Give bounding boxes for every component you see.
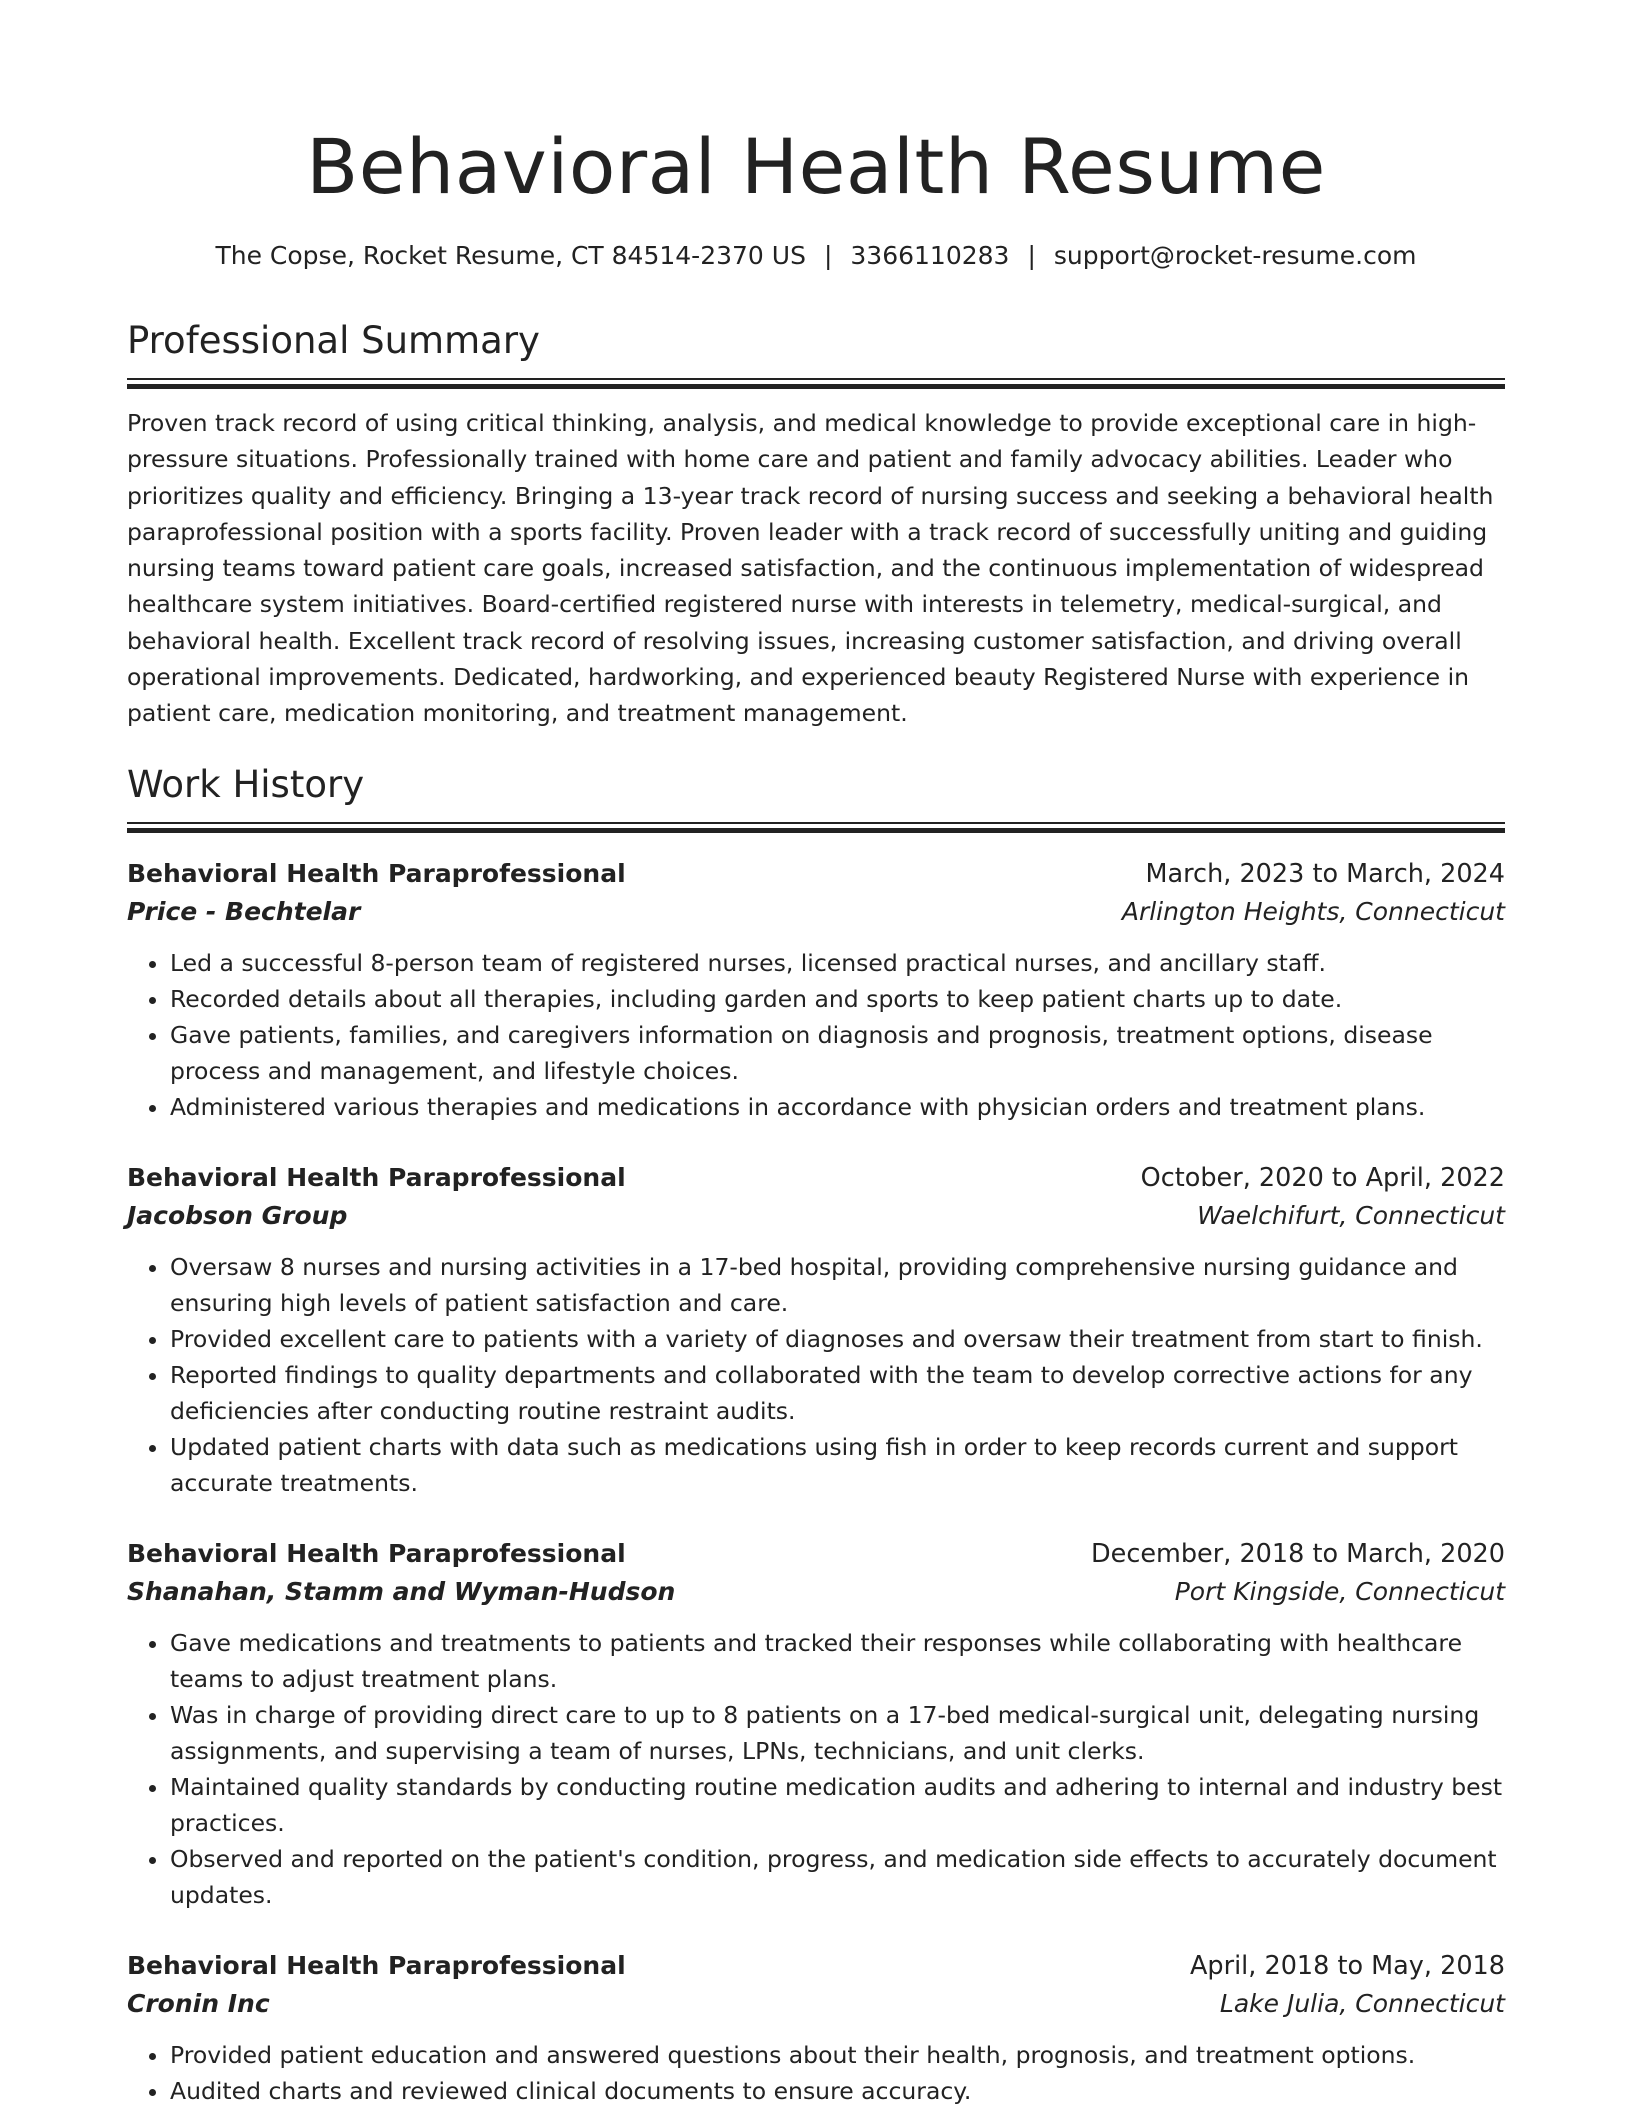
- job-bullet: • Provided patient education and answered questions about their health, prognosis, and treatment options.: [170, 2037, 1505, 2073]
- contact-separator: |: [1027, 241, 1036, 270]
- job-entry: [127, 855, 1505, 1125]
- professional-summary-section: [127, 318, 1505, 732]
- job-header-row: [127, 1947, 1505, 1985]
- job-header-row: [127, 1159, 1505, 1197]
- job-company-row: [127, 1985, 1505, 2023]
- job-bullet: • Oversaw 8 nurses and nursing activities in a 17-bed hospital, providing comprehensive nursing guidance and ensuring high levels of patient satisfaction and care.: [170, 1249, 1505, 1321]
- job-company-row: [127, 1197, 1505, 1235]
- contact-separator: |: [823, 241, 833, 270]
- job-company-row: [127, 1573, 1505, 1611]
- job-dates: April, 2018 to May, 2018: [1189, 1950, 1505, 1981]
- job-location: Waelchifurt, Connecticut: [1197, 1200, 1505, 1230]
- job-company-row: [127, 893, 1505, 931]
- job-location: Lake Julia, Connecticut: [1219, 1988, 1505, 2018]
- job-bullets: [127, 1249, 1505, 1501]
- job-header-row: [127, 855, 1505, 893]
- job-entry: [127, 1159, 1505, 1501]
- job-company: Shanahan, Stamm and Wyman-Hudson: [127, 1576, 676, 1606]
- job-bullets: [127, 945, 1505, 1125]
- job-entry: [127, 1947, 1505, 2109]
- job-bullets: [127, 1625, 1505, 1913]
- summary-text: Proven track record of using critical thinking, analysis, and medical knowledge to provide exceptional care in high-pressure situations. Professionally trained with home care and patient and family advocacy abilities. Leader who prioritizes quality and efficiency. Bringing a 13-year track record of nursing success and seeking a behavioral health paraprofessional position with a sports facility. Proven leader with a track record of successfully uniting and guiding nursing teams toward patient care goals, increased satisfaction, and the continuous implementation of widespread healthcare system initiatives. Board-certified registered nurse with interests in telemetry, medical-surgical, and behavioral health. Excellent track record of resolving issues, increasing customer satisfaction, and driving overall operational improvements. Dedicated, hardworking, and experienced beauty Registered Nurse with experience in patient care, medication monitoring, and treatment management.: [127, 409, 1494, 728]
- job-bullet: • Maintained quality standards by conducting routine medication audits and adhering to internal and industry best practices.: [170, 1769, 1505, 1841]
- job-title: Behavioral Health Paraprofessional: [127, 1950, 626, 1980]
- section-title-work: Work History: [127, 762, 365, 806]
- job-bullet: • Gave patients, families, and caregivers information on diagnosis and prognosis, treatment options, disease process and management, and lifestyle choices.: [170, 1017, 1505, 1089]
- job-bullet: • Updated patient charts with data such as medications using fish in order to keep records current and support accurate treatments.: [170, 1429, 1505, 1501]
- job-dates: October, 2020 to April, 2022: [1140, 1162, 1505, 1193]
- job-bullet: • Was in charge of providing direct care to up to 8 patients on a 17-bed medical-surgical unit, delegating nursing assignments, and supervising a team of nurses, LPNs, technicians, and unit clerks.: [170, 1697, 1505, 1769]
- job-bullet: • Observed and reported on the patient's condition, progress, and medication side effects to accurately document updates.: [170, 1841, 1505, 1913]
- job-title: Behavioral Health Paraprofessional: [127, 1162, 626, 1192]
- job-bullet: • Gave medications and treatments to patients and tracked their responses while collaborating with healthcare teams to adjust treatment plans.: [170, 1625, 1505, 1697]
- section-divider: [127, 822, 1505, 833]
- job-bullet: • Provided excellent care to patients with a variety of diagnoses and oversaw their treatment from start to finish.: [170, 1321, 1505, 1357]
- job-location: Port Kingside, Connecticut: [1174, 1576, 1505, 1606]
- job-bullet: • Led a successful 8-person team of registered nurses, licensed practical nurses, and ancillary staff.: [170, 945, 1505, 981]
- section-title-summary: Professional Summary: [127, 319, 540, 362]
- job-dates: December, 2018 to March, 2020: [1091, 1538, 1505, 1569]
- job-bullet: • Reported findings to quality departments and collaborated with the team to develop corrective actions for any deficiencies after conducting routine restraint audits.: [170, 1357, 1505, 1429]
- job-title: Behavioral Health Paraprofessional: [127, 858, 626, 888]
- job-entry: [127, 1535, 1505, 1913]
- contact-address: The Copse, Rocket Resume, CT 84514-2370 US: [215, 241, 806, 270]
- job-location: Arlington Heights, Connecticut: [1121, 896, 1505, 926]
- job-bullet: • Recorded details about all therapies, including garden and sports to keep patient charts up to date.: [170, 981, 1505, 1017]
- job-company: Jacobson Group: [127, 1200, 348, 1230]
- job-company: Price - Bechtelar: [127, 896, 361, 926]
- job-bullets: [127, 2037, 1505, 2109]
- job-header-row: [127, 1535, 1505, 1573]
- contact-phone: 3366110283: [850, 241, 1010, 270]
- section-divider: [127, 378, 1505, 389]
- job-title: Behavioral Health Paraprofessional: [127, 1538, 626, 1568]
- job-company: Cronin Inc: [127, 1988, 270, 2018]
- resume-title: Behavioral Health Resume: [306, 122, 1326, 211]
- contact-line: [127, 240, 1505, 272]
- job-bullet: • Administered various therapies and medications in accordance with physician orders and treatment plans.: [170, 1089, 1505, 1125]
- contact-email: support@rocket-resume.com: [1053, 241, 1417, 270]
- work-history-section: [127, 762, 1505, 2109]
- job-dates: March, 2023 to March, 2024: [1145, 858, 1505, 889]
- job-bullet: • Audited charts and reviewed clinical documents to ensure accuracy.: [170, 2073, 1505, 2109]
